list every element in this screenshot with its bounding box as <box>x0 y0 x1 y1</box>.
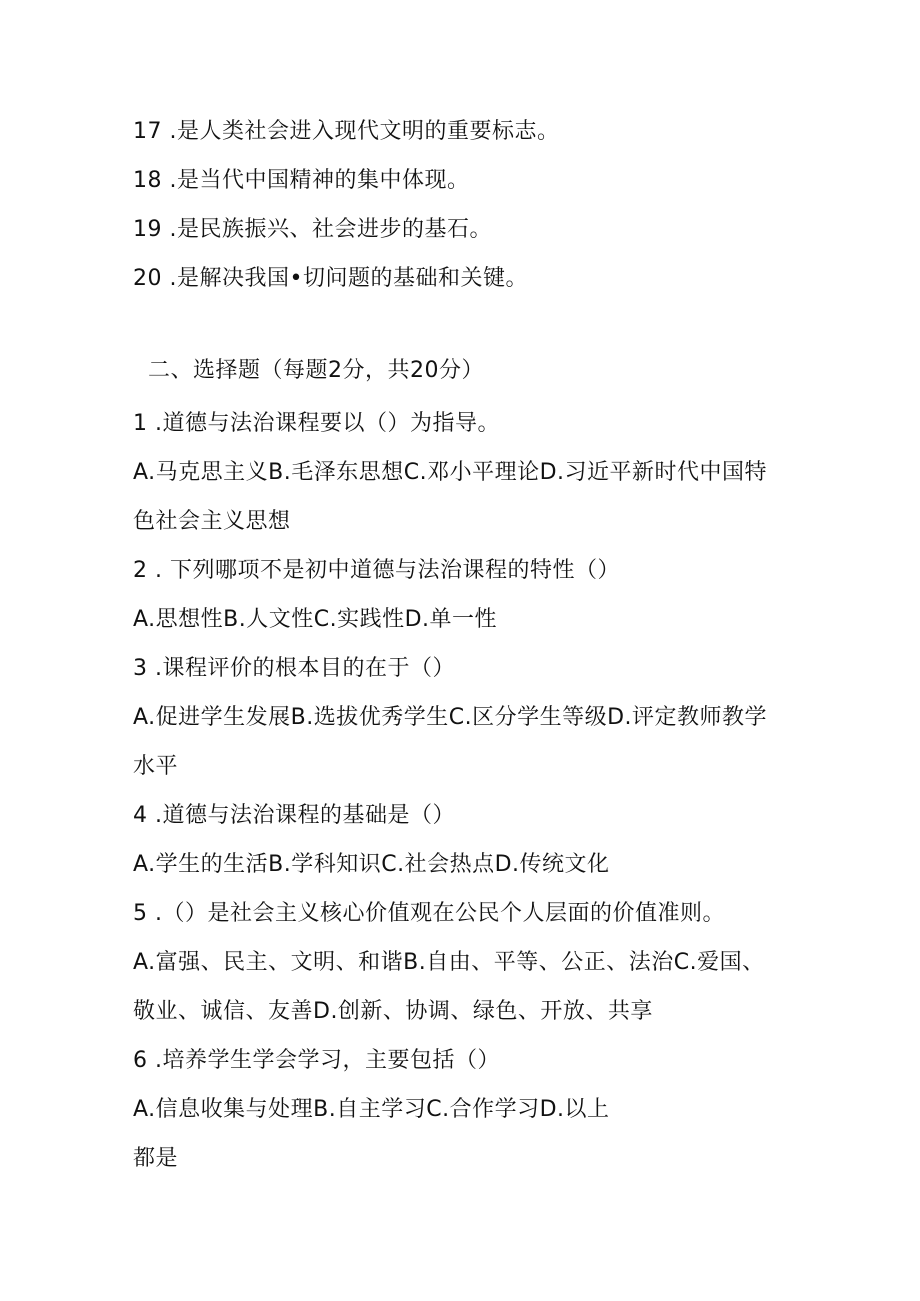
question-4-stem: 4 .道德与法治课程的基础是（） <box>133 803 455 828</box>
fill-blank-17: 17 .是人类社会进入现代文明的重要标志。 <box>133 119 560 144</box>
question-1-options: A.马克思主义B.毛泽东思想C.邓小平理论D.习近平新时代中国特 <box>133 460 768 485</box>
question-5-stem: 5 .（）是社会主义核心价值观在公民个人层面的价值准则。 <box>133 901 725 926</box>
question-3-options: A.促进学生发展B.选拔优秀学生C.区分学生等级D.评定教师教学 <box>133 705 768 730</box>
fill-blank-18: 18 .是当代中国精神的集中体现。 <box>133 168 470 193</box>
fill-blank-19: 19 .是民族振兴、社会进步的基石。 <box>133 217 492 242</box>
question-6-options-cont: 都是 <box>133 1146 179 1171</box>
question-3-stem: 3 .课程评价的根本目的在于（） <box>133 656 455 681</box>
fill-blank-20: 20 .是解决我国•切问题的基础和关键。 <box>133 266 528 291</box>
question-3-options-cont: 水平 <box>133 754 179 779</box>
question-4-options: A.学生的生活B.学科知识C.社会热点D.传统文化 <box>133 852 610 877</box>
question-5-options-cont: 敬业、诚信、友善D.创新、协调、绿色、开放、共享 <box>133 999 653 1024</box>
question-1-options-cont: 色社会主义思想 <box>133 509 291 534</box>
question-2-stem: 2 . 下列哪项不是初中道德与法治课程的特性（） <box>133 558 620 583</box>
question-6-stem: 6 .培养学生学会学习，主要包括（） <box>133 1048 500 1073</box>
question-6-options: A.信息收集与处理B.自主学习C.合作学习D.以上 <box>133 1097 610 1122</box>
question-2-options: A.思想性B.人文性C.实践性D.单一性 <box>133 607 498 632</box>
section-heading: 二、选择题（每题2分，共20分） <box>148 358 484 383</box>
question-1-stem: 1 .道德与法治课程要以（）为指导。 <box>133 411 500 436</box>
question-5-options: A.富强、民主、文明、和谐B.自由、平等、公正、法治C.爱国、 <box>133 950 765 975</box>
